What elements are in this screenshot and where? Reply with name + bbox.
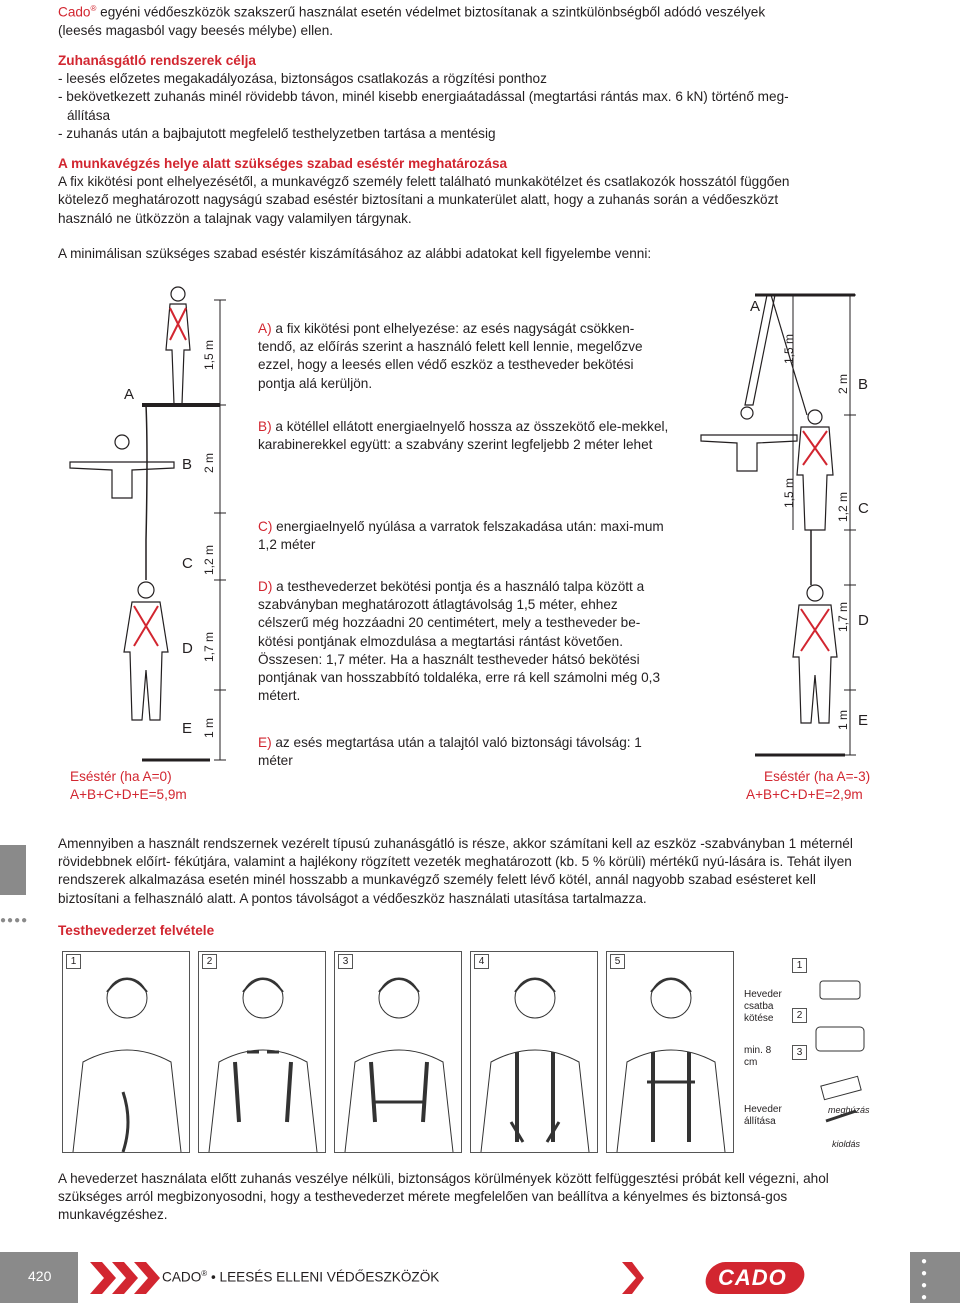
right-measure-d: 1,7 m xyxy=(836,601,850,632)
fall-space-line-2: kötelező meghatározott nagyságú szabad eséstér biztosítani a munkaterület alatt, hogy a zuhanás során a védőeszközt xyxy=(58,192,779,208)
intro-line-2: (leesés magasból vagy beesés mélybe) ellen. xyxy=(58,22,334,38)
detail-label-3: Heveder állítása xyxy=(744,1104,782,1127)
section-fall-space-heading: A munkavégzés helye alatt szükséges szabad eséstér meghatározása xyxy=(58,156,508,171)
side-tab xyxy=(0,845,26,895)
right-measure-c: 1,2 m xyxy=(836,491,850,522)
step-number-1: 1 xyxy=(66,954,81,969)
section-purpose xyxy=(58,52,870,143)
purpose-line-2: - bekövetkezett zuhanás minél rövidebb távon, minél kisebb energiaátadással (megtartási rántás max. 6 kN) történő meg- xyxy=(58,89,789,105)
explanation-d xyxy=(258,578,670,705)
right-caption-2: A+B+C+D+E=2,9m xyxy=(746,787,863,802)
right-label-d: D xyxy=(858,612,869,629)
right-measure-e: 1 m xyxy=(836,709,850,730)
explanation-b-tag: B) xyxy=(258,419,272,434)
brand-cado: Cado xyxy=(58,4,91,20)
right-label-c: C xyxy=(858,500,869,517)
section-fall-space xyxy=(58,155,870,228)
left-measure-1: 1,5 m xyxy=(202,339,216,370)
purpose-line-4: - zuhanás után a bajbajutott megfelelő testhelyzetben tartása a mentésig xyxy=(58,125,496,141)
step-2-illustration xyxy=(199,952,325,1152)
right-label-a: A xyxy=(750,298,761,315)
detail-action-release: kioldás xyxy=(832,1139,861,1149)
detail-number-3: 3 xyxy=(792,1045,807,1060)
side-dots: ●●●● xyxy=(0,915,29,926)
purpose-line-1: - leesés előzetes megakadályozása, biztonságos csatlakozás a rögzítési ponthoz xyxy=(58,71,547,87)
fall-space-lead: A minimálisan szükséges szabad eséstér kiszámításához az alábbi adatokat kell figyelembe venni: xyxy=(58,246,652,261)
detail-label-1: Heveder csatba kötése xyxy=(744,989,782,1024)
left-measure-4: 1,7 m xyxy=(202,631,216,662)
explanation-e-tag: E) xyxy=(258,735,272,750)
harness-heading: Testhevederzet felvétele xyxy=(58,923,215,938)
explanation-b-text: a kötéllel ellátott energiaelnyelő hossza az összekötő ele-mekkel, karabinerekkel együtt: a szabvány szerint legfeljebb 2 méter lehet xyxy=(258,419,669,453)
left-label-a: A xyxy=(124,386,135,403)
fall-space-line-1: A fix kikötési pont elhelyezésétől, a munkavégző személy felett található munkakötélzet és csatlakozók hosszától függően xyxy=(58,174,790,190)
detail-label-2: min. 8 cm xyxy=(744,1045,772,1068)
footer-right-block xyxy=(910,1252,960,1303)
left-label-d: D xyxy=(182,640,193,657)
harness-step-3 xyxy=(334,951,462,1153)
explanation-e-text: az esés megtartása után a talajtól való biztonsági távolság: 1 méter xyxy=(258,735,642,769)
left-label-b: B xyxy=(182,456,193,473)
intro: Cado® egyéni védőeszközök szakszerű használat esetén védelmet biztosítanak a szintkülönbségből adódó veszélyek (leesés magasból vagy beesés mélybe) ellen. xyxy=(58,0,870,40)
harness-step-4 xyxy=(470,951,598,1153)
left-measure-3: 1,2 m xyxy=(202,544,216,575)
step-5-illustration xyxy=(607,952,733,1152)
explanation-c xyxy=(258,518,670,554)
left-caption-1: Eséstér (ha A=0) xyxy=(70,769,172,784)
left-measure-5: 1 m xyxy=(202,717,216,738)
step-3-illustration xyxy=(335,952,461,1152)
step-number-5: 5 xyxy=(610,954,625,969)
left-label-e: E xyxy=(182,720,193,737)
footer-dots: ● ● ● ● xyxy=(921,1256,928,1303)
explanation-a xyxy=(258,320,670,393)
chevron-arrows-icon xyxy=(90,1262,160,1294)
explanation-c-tag: C) xyxy=(258,519,273,534)
step-1-illustration xyxy=(63,952,189,1152)
controlled-system-paragraph: Amennyiben a használt rendszernek vezérelt típusú zuhanásgátló is része, akkor számítani kell az eszköz -szabványban 1 méternél rövidebbnek előírt- fékútjára, valamint a hajlékony rögzített vezeték meghatározott (kb. 5 % körüli) mértékű nyú-lására is. Tehát ilyen rendszerek alkalmazása esetén minél hosszabb a munkavégző személy felett lévő kötél, annál nagyobb szabad esésteret kell biztosítani a felhasználó alatt. A pontos távolságot a védőeszköz használati utasítása tartalmazza. xyxy=(58,836,853,906)
step-number-3: 3 xyxy=(338,954,353,969)
footer-section-title: • LEESÉS ELLENI VÉDŐESZKÖZÖK xyxy=(210,1269,440,1285)
harness-step-2 xyxy=(198,951,326,1153)
left-measure-2: 2 m xyxy=(202,452,216,473)
explanation-c-text: energiaelnyelő nyúlása a varratok felszakadása után: maxi-mum 1,2 méter xyxy=(258,519,664,553)
left-caption-2: A+B+C+D+E=5,9m xyxy=(70,787,187,802)
explanation-a-tag: A) xyxy=(258,321,272,336)
right-inner-measure-2: 1,5 m xyxy=(782,477,796,508)
right-inner-measure-1: 1,5 m xyxy=(782,333,796,364)
right-caption-1: Eséstér (ha A=-3) xyxy=(764,769,871,784)
detail-number-1: 1 xyxy=(792,958,807,973)
section-purpose-heading: Zuhanásgátló rendszerek célja xyxy=(58,53,256,68)
explanation-d-text: a testhevederzet bekötési pontja és a használó talpa között a szabványban meghatározott átlagtávolság 1,5 méter, ehhez célszerű még hozzáadni 20 centimétert, mely a testheveder be-kötési pontjának elmozdulása a megtartási rántást követően. Összesen: 1,7 méter. Ha a használt testheveder hátsó bekötési pontjának van hosszabbító toldaléka, erre rá kell számolni még 0,3 métert. xyxy=(258,579,660,704)
right-label-b: B xyxy=(858,376,869,393)
intro-line-1: egyéni védőeszközök szakszerű használat esetén védelmet biztosítanak a szintkülönbségből adódó veszélyek xyxy=(96,4,766,20)
footer-title xyxy=(162,1269,439,1285)
page-number: 420 xyxy=(28,1268,52,1284)
explanation-a-text: a fix kikötési pont elhelyezése: az esés nagyságát csökken-tendő, az előírás szerint a használó felett kell lennie, megelőzve ezzel, hogy a leesés ellen védő eszköz a testheveder bekötési pontja alá kerüljön. xyxy=(258,321,643,391)
right-label-e: E xyxy=(858,712,869,729)
step-number-2: 2 xyxy=(202,954,217,969)
left-label-c: C xyxy=(182,555,193,572)
buckle-detail-illustrations xyxy=(812,951,870,1151)
step-4-illustration xyxy=(471,952,597,1152)
harness-step-5 xyxy=(606,951,734,1153)
explanation-e xyxy=(258,734,670,770)
single-chevron-icon xyxy=(622,1262,644,1294)
detail-number-2: 2 xyxy=(792,1008,807,1023)
harness-step-1 xyxy=(62,951,190,1153)
footer-brand: CADO xyxy=(162,1269,202,1285)
step-number-4: 4 xyxy=(474,954,489,969)
harness-detail-panel xyxy=(742,951,870,1151)
harness-final-paragraph: A hevederzet használata előtt zuhanás veszélye nélküli, biztonságos körülmények között felfüggesztési próbát kell végezni, ahol szükséges arról megbizonyosodni, hogy a testhevederzet mérete megfelelően van beállítva a kényelmes és biztonsá-gos munkavégzéshez. xyxy=(58,1171,829,1223)
right-fall-diagram xyxy=(695,285,865,765)
detail-action-tighten: meghúzás xyxy=(828,1105,870,1115)
footer-reg: ® xyxy=(201,1269,208,1278)
explanation-b xyxy=(258,418,670,454)
explanation-d-tag: D) xyxy=(258,579,273,594)
fall-space-line-3: használó ne ütközzön a talajnak vagy valamilyen tárgynak. xyxy=(58,210,412,226)
cado-logo-text: CADO xyxy=(718,1265,787,1290)
right-measure-b: 2 m xyxy=(836,373,850,394)
footer xyxy=(0,1252,960,1303)
purpose-line-3: állítása xyxy=(67,107,111,123)
